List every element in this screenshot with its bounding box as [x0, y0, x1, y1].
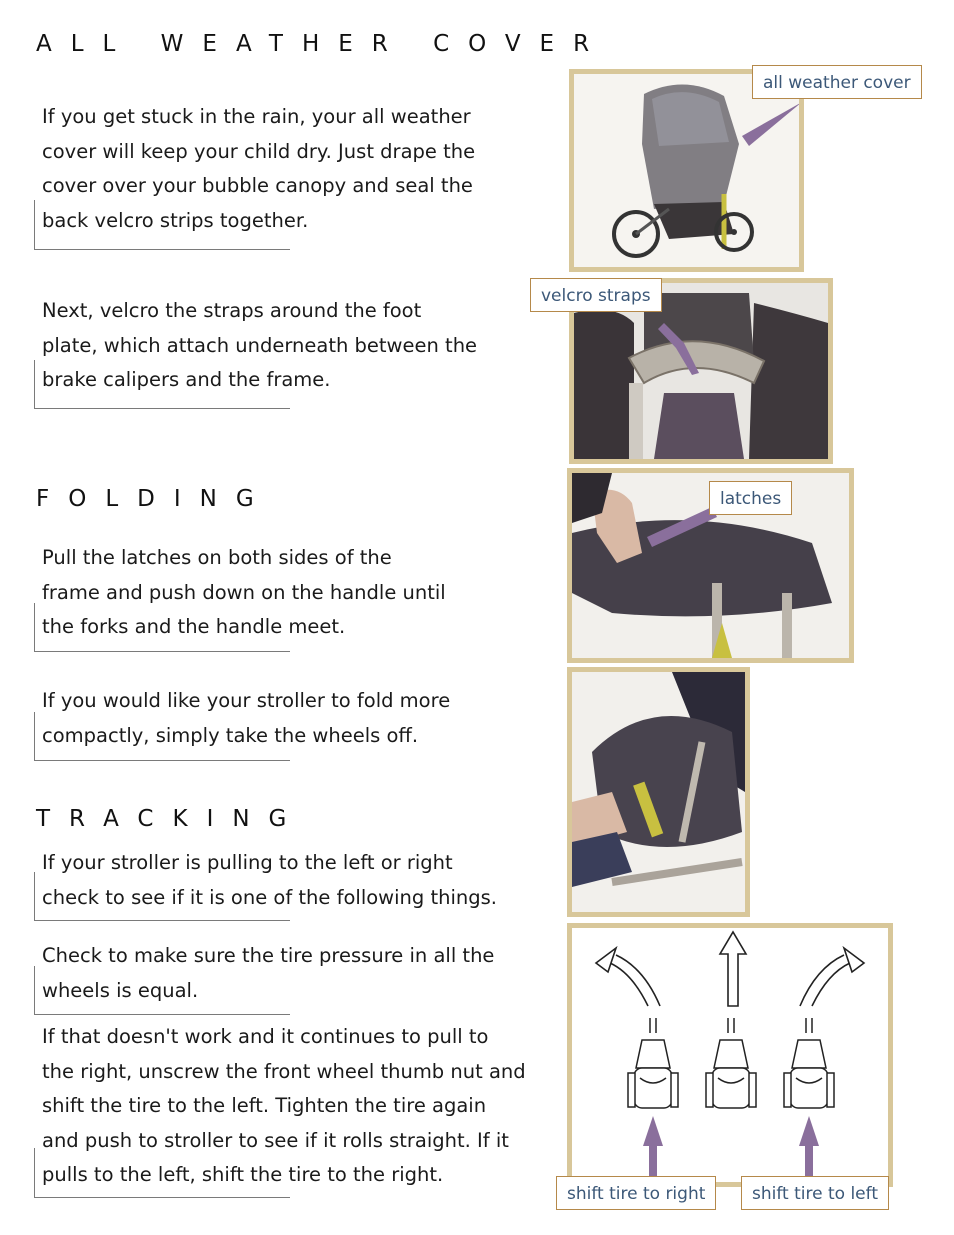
tracking-paragraph-2: Check to make sure the tire pressure in all the wheels is equal. — [42, 944, 495, 1002]
tracking-paragraph-1: If your stroller is pulling to the left or right check to see if it is one of the following things. — [42, 851, 497, 909]
paragraph-bracket — [34, 200, 290, 250]
photo-folded-stroller — [567, 667, 750, 917]
tracking-diagram-illustration — [572, 928, 888, 1182]
heading-tracking: TRACKING — [36, 806, 306, 832]
paragraph-bracket — [34, 603, 290, 652]
paragraph-bracket — [34, 966, 290, 1015]
folding-paragraph-2: If you would like your stroller to fold more compactly, simply take the wheels off. — [42, 689, 451, 747]
folding-paragraph-1: Pull the latches on both sides of the frame and push down on the handle until the forks and the handle meet. — [42, 546, 446, 638]
callout-shift-tire-left: shift tire to left — [741, 1176, 889, 1210]
callout-latches: latches — [709, 481, 792, 515]
folded-stroller-illustration — [572, 672, 745, 912]
callout-all-weather-cover: all weather cover — [752, 65, 922, 99]
heading-all-weather-cover: ALL WEATHER COVER — [36, 31, 609, 57]
callout-shift-tire-right: shift tire to right — [556, 1176, 716, 1210]
diagram-tracking — [567, 923, 893, 1187]
paragraph-bracket — [34, 1148, 290, 1198]
heading-folding: FOLDING — [36, 486, 273, 512]
cover-paragraph-1: If you get stuck in the rain, your all weather cover will keep your child dry. Just drape the cover over your bubble canopy and seal the back velcro strips together. — [42, 105, 476, 232]
cover-paragraph-2: Next, velcro the straps around the foot plate, which attach underneath between the brake calipers and the frame. — [42, 299, 478, 391]
paragraph-bracket — [34, 360, 290, 409]
stroller-cover-illustration — [574, 74, 799, 267]
tracking-paragraph-3: If that doesn't work and it continues to pull to the right, unscrew the front wheel thumb nut and shift the tire to the left. Tighten the tire again and push to stroller to see if it rolls straight. If it pulls to the left, shift the tire to the right. — [42, 1025, 526, 1186]
paragraph-bracket — [34, 872, 290, 921]
paragraph-bracket — [34, 712, 290, 761]
callout-velcro-straps: velcro straps — [530, 278, 662, 312]
